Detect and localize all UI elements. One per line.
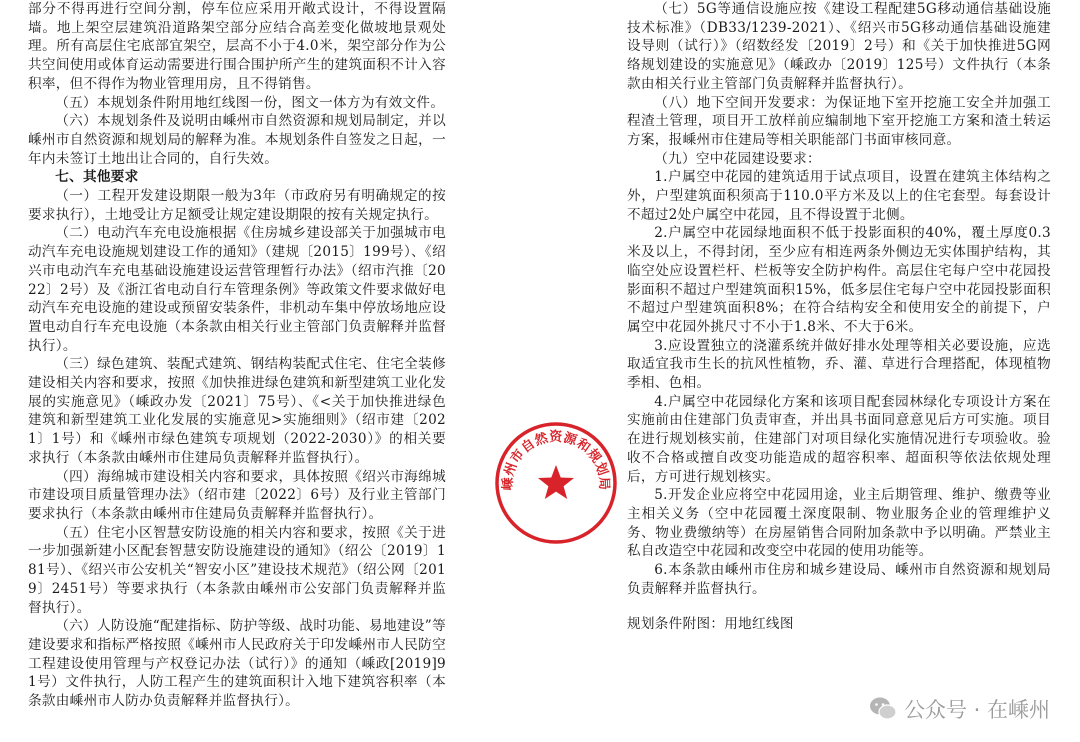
paragraph-sky-garden-1: 1.户属空中花园的建筑适用于试点项目，设置在建筑主体结构之外，户型建筑面积须高于110.0平方米及以上的住宅套型。每套设计不超过2处户属空中花园，且不得设置于北侧。 [627, 169, 1051, 223]
paragraph-sky-garden-title: （九）空中花园建设要求： [654, 150, 821, 167]
paragraph-sky-garden-2: 2.户属空中花园绿地面积不低于投影面积的40%，覆土厚度0.3米及以上，不得封闭，至少应有相连两条外侧边无实体围护结构，其临空处应设置栏杆、栏板等安全防护构件。高层住宅每户空中花园投影面积不超过户型建筑面积15%，低多层住宅每户空中花园投影面积不超过户型建筑面积8%；在符合结构安全和使用安全的前提下，户属空中花园外挑尺寸不小于1.8米、不大于6米。 [627, 225, 1051, 335]
svg-text:嵊州市自然资源和规划局: 嵊州市自然资源和规划局 [500, 430, 612, 491]
wechat-icon [868, 694, 898, 724]
paragraph-item-5: （五）本规划条件附用地红线图一份，图文一体方为有效文件。 [55, 94, 445, 111]
attachment-line: 规划条件附图：用地红线图 [627, 615, 794, 632]
left-column [28, 0, 446, 711]
paragraph-sky-garden-5: 5.开发企业应将空中花园用途，业主后期管理、维护、缴费等业主相关义务（空中花园覆土深度限制、物业服务企业的管理维护义务、物业费缴纳等）在房屋销售合同附加条款中予以明确。严禁业主私自改造空中花园和改变空中花园的使用功能等。 [627, 487, 1051, 560]
paragraph-ev-charging: （二）电动汽车充电设施根据《住房城乡建设部关于加强城市电动汽车充电设施规划建设工作的通知》（建规〔2015〕199号）、《绍兴市电动汽车充电基础设施建设运营管理暂行办法》（绍市汽推〔2022〕2号）及《浙江省电动自行车管理条例》等政策文件要求做好电动汽车充电设施的建设或预留安装条件，非机动车集中停放场地应设置电动自行车充电设施（本条款由相关行业主管部门负责解释并监督执行）。 [28, 225, 446, 354]
paragraph-smart-security: （五）住宅小区智慧安防设施的相关内容和要求，按照《关于进一步加强新建小区配套智慧安防设施建设的通知》（绍公〔2019〕181号）、《绍兴市公安机关“智安小区”建设技术规范》（绍公网〔2019〕2451号）等要求执行（本条款由嵊州市公安部门负责解释并监督执行）。 [28, 524, 446, 616]
right-column [627, 0, 1051, 633]
paragraph-civil-defense: （六）人防设施“配建指标、防护等级、战时功能、易地建设”等建设要求和指标严格按照《嵊州市人民政府关于印发嵊州市人民防空工程建设使用管理与产权登记办法（试行）》的通知（嵊政[2019]91号）文件执行，人防工程产生的建筑面积计入地下建筑容积率（本条款由嵊州市人防办负责解释并监督执行）。 [28, 618, 446, 710]
paragraph-construction-period: （一）工程开发建设期限一般为3年（市政府另有明确规定的按要求执行），土地受让方足额受让规定建设期限的按有关规定执行。 [28, 188, 446, 223]
paragraph-sky-garden-3: 3.应设置独立的浇灌系统并做好排水处理等相关必要设施，应选取适宜我市生长的抗风性植物，乔、灌、草进行合理搭配，体现植物季相、色相。 [627, 337, 1051, 392]
section-heading: 七、其他要求 [55, 169, 139, 186]
official-seal [494, 421, 618, 545]
paragraph-sky-garden-6: 6.本条款由嵊州市住房和城乡建设局、嵊州市自然资源和规划局负责解释并监督执行。 [627, 562, 1051, 597]
paragraph-sky-garden-4: 4.户属空中花园绿化方案和该项目配套园林绿化专项设计方案在实施前由住建部门负责审查，并出具书面同意意见后方可实施。项目在进行规划核实前，住建部门对项目绿化实施情况进行专项验收。验收不合格或擅自改变功能造成的超容积率、超面积等依法依规处理后，方可进行规划核实。 [627, 393, 1051, 485]
paragraph-5g: （七）5G等通信设施应按《建设工程配建5G移动通信基础设施技术标准》（DB33/1239-2021）、《绍兴市5G移动通信基础设施建设导则（试行）》（绍数经发〔2019〕2号）和《关于加快推进5G网络规划建设的实施意见》（嵊政办〔2019〕125号）文件执行（本条款由相关行业主管部门负责解释并监督执行）。 [627, 1, 1051, 92]
paragraph-green-building: （三）绿色建筑、装配式建筑、钢结构装配式住宅、住宅全装修建设相关内容和要求，按照《加快推进绿色建筑和新型建筑工业化发展的实施意见》（嵊政办发〔2021〕75号）、《<关于加快推进绿色建筑和新型建筑工业化发展的实施意见>实施细则》（绍市建〔2021〕1号）和《嵊州市绿色建筑专项规划（2022-2030）》的相关要求执行（本条款由嵊州市住建局负责解释并监督执行）。 [28, 356, 446, 466]
seal-star-icon [538, 465, 574, 499]
watermark-text: 公众号 · 在嵊州 [903, 698, 1050, 722]
watermark [868, 694, 1050, 724]
paragraph-item-6: （六）本规划条件及说明由嵊州市自然资源和规划局制定，并以嵊州市自然资源和规划局的解释为准。本规划条件自签发之日起，一年内未签订土地出让合同的，自行失效。 [28, 113, 446, 167]
paragraph-continuation: 部分不得再进行空间分割，停车位应采用开敞式设计，不得设置隔墙。地上架空层建筑沿道路架空部分应结合高差变化做坡地景观处理。所有高层住宅底部宜架空，层高不小于4.0米，架空部分作为公共空间使用或体育运动需要进行围合围护所产生的建筑面积不计入容积率，但不得作为物业管理用房，且不得销售。 [28, 1, 446, 92]
paragraph-underground: （八）地下空间开发要求：为保证地下室开挖施工安全并加强工程渣土管理，项目开工放样前应编制地下室开挖施工方案和渣土转运方案，报嵊州市住建局等相关职能部门书面审核同意。 [627, 94, 1051, 148]
paragraph-sponge-city: （四）海绵城市建设相关内容和要求，具体按照《绍兴市海绵城市建设项目质量管理办法》（绍市建〔2022〕6号）及行业主管部门要求执行（本条款由嵊州市住建局负责解释并监督执行）。 [28, 468, 446, 522]
